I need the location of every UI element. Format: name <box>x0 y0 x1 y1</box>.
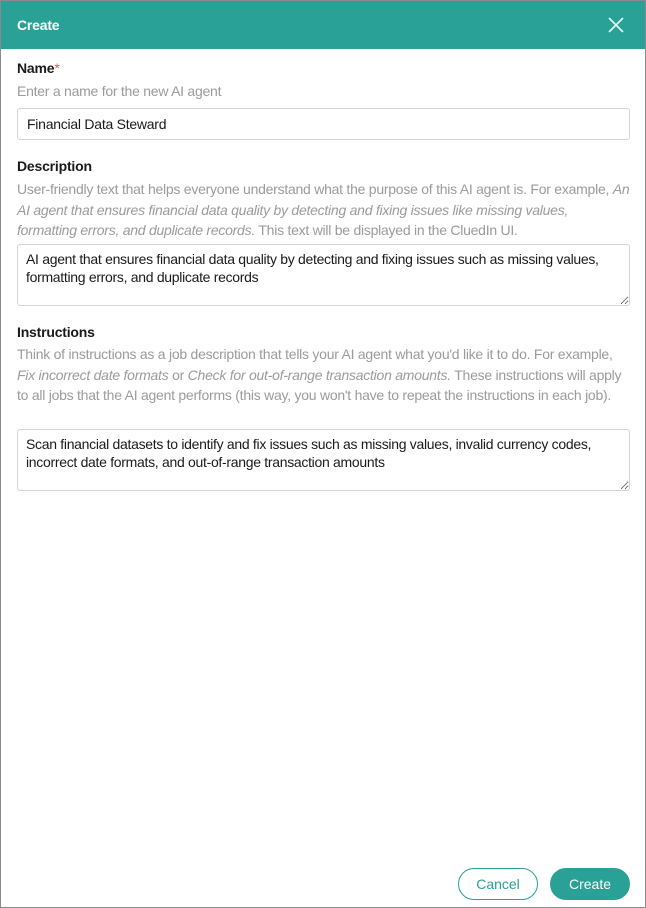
cancel-button[interactable]: Cancel <box>458 868 538 900</box>
close-button[interactable] <box>607 16 625 34</box>
instructions-help <box>17 344 631 406</box>
name-label <box>17 60 60 76</box>
description-textarea[interactable] <box>17 244 630 306</box>
instructions-help-example-2: Check for out-of-range transaction amounts. <box>187 366 451 383</box>
name-label-text: Name <box>17 60 55 76</box>
description-help-text-end: This text will be displayed in the CluedIn UI. <box>254 222 518 238</box>
name-help: Enter a name for the new AI agent <box>17 83 222 99</box>
required-marker: * <box>54 60 60 76</box>
close-icon <box>607 16 625 34</box>
instructions-textarea[interactable] <box>17 429 630 491</box>
description-help <box>17 179 631 241</box>
instructions-help-text: Think of instructions as a job description that tells your AI agent what you'd like it to do. For example, <box>17 346 613 362</box>
instructions-help-example-1: Fix incorrect date formats <box>17 366 169 383</box>
instructions-label: Instructions <box>17 324 95 340</box>
description-label: Description <box>17 158 92 174</box>
dialog-header <box>1 1 645 49</box>
description-help-text: User-friendly text that helps everyone understand what the purpose of this AI agent is. For example, <box>17 181 613 197</box>
create-button[interactable]: Create <box>550 868 630 900</box>
instructions-help-or: or <box>168 366 188 383</box>
description-help-example: An AI agent that ensures financial data quality by detecting and fixing issues like missing values, formatting errors, and duplicate records. <box>17 181 630 238</box>
instructions-help-text-end: These instructions will apply to all jobs that the AI agent performs (this way, you won't have to repeat the instructions in each job). <box>17 366 622 403</box>
name-input[interactable] <box>17 108 630 140</box>
dialog-title: Create <box>17 17 60 33</box>
